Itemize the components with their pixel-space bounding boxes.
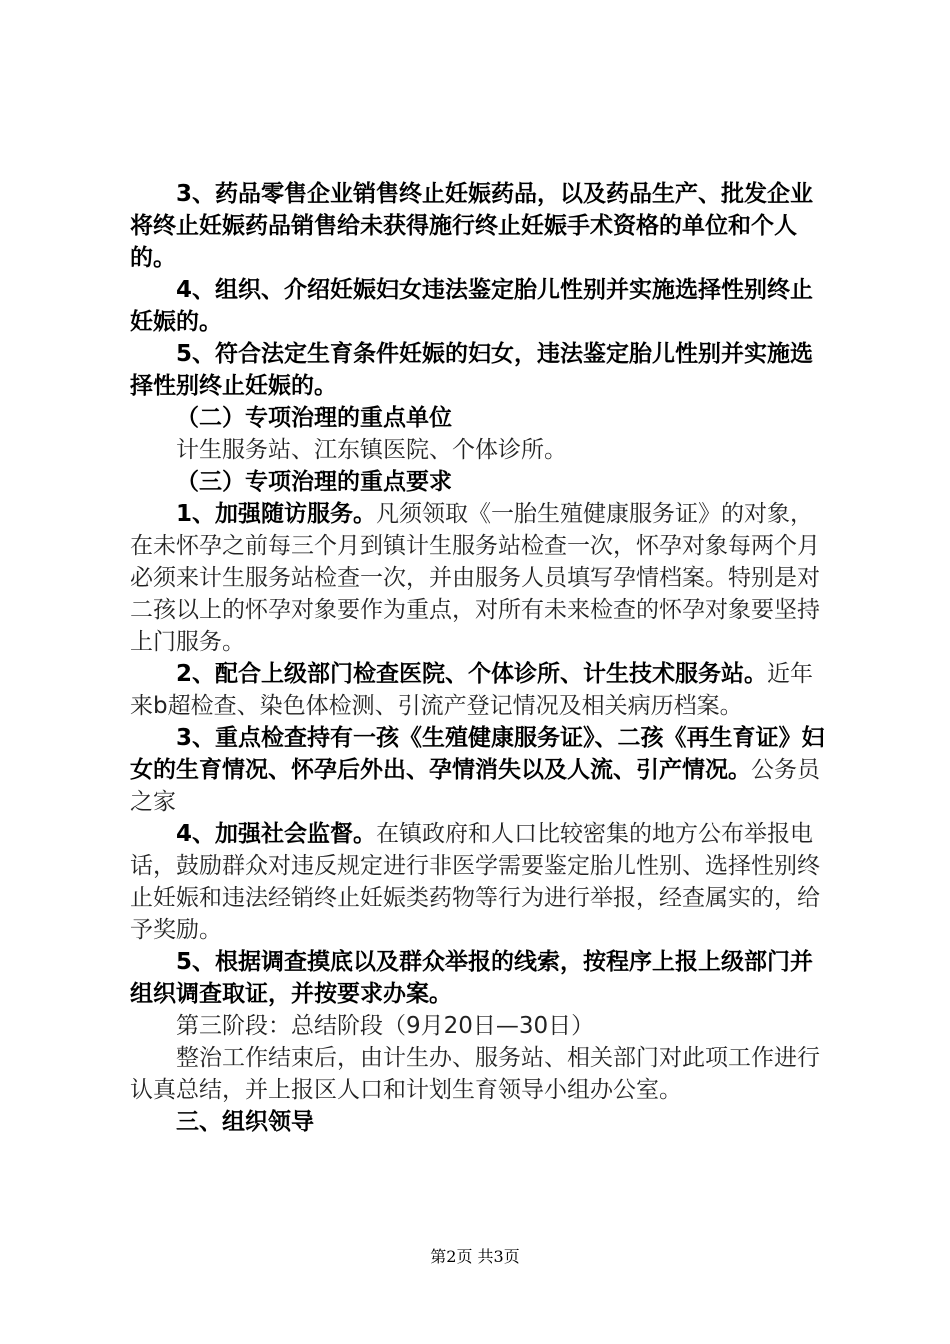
paragraph-9-text: 公务员之家: [130, 757, 820, 815]
paragraph-8: [130, 658, 830, 722]
paragraph-10-bold: 4、加强社会监督。: [176, 821, 377, 847]
paragraph-5: [130, 434, 830, 466]
section-heading-3: [130, 466, 830, 498]
document-body: [130, 178, 830, 1138]
section-heading-2: [130, 402, 830, 434]
paragraph-10-text: 在镇政府和人口比较密集的地方公布举报电话，鼓励群众对违反规定进行非医学需要鉴定胎儿性别、选择性别终止妊娠和违法经销终止妊娠类药物等行为进行举报，经查属实的，给予奖励。: [130, 821, 820, 943]
paragraph-9: [130, 722, 830, 818]
section-heading-3-bold: （三）专项治理的重点要求: [176, 469, 452, 495]
paragraph-3-bold: 5、符合法定生育条件妊娠的妇女，违法鉴定胎儿性别并实施选择性别终止妊娠的。: [130, 341, 814, 399]
paragraph-11: [130, 946, 830, 1010]
stage-three-heading-text: 第三阶段：总结阶段（9月20日—30日）: [176, 1013, 595, 1039]
paragraph-10: [130, 818, 830, 946]
paragraph-7-bold: 1、加强随访服务。: [176, 501, 377, 527]
section-heading-2-bold: （二）专项治理的重点单位: [176, 405, 452, 431]
paragraph-11-bold: 5、根据调查摸底以及群众举报的线索，按程序上报上级部门并组织调查取证，并按要求办案。: [130, 949, 814, 1007]
paragraph-13-text: 整治工作结束后，由计生办、服务站、相关部门对此项工作进行认真总结，并上报区人口和计划生育领导小组办公室。: [130, 1045, 820, 1103]
paragraph-7-text: 凡须领取《一胎生殖健康服务证》的对象，在未怀孕之前每三个月到镇计生服务站检查一次，怀孕对象每两个月必须来计生服务站检查一次，并由服务人员填写孕情档案。特别是对二孩以上的怀孕对象要作为重点，对所有未来检查的怀孕对象要坚持上门服务。: [130, 501, 820, 655]
paragraph-8-text: 近年来b超检查、染色体检测、引流产登记情况及相关病历档案。: [130, 661, 814, 719]
paragraph-1-bold: 3、药品零售企业销售终止妊娠药品，以及药品生产、批发企业将终止妊娠药品销售给未获得施行终止妊娠手术资格的单位和个人的。: [130, 181, 814, 271]
paragraph-8-bold: 2、配合上级部门检查医院、个体诊所、计生技术服务站。: [176, 661, 768, 687]
page-number-footer: 第2页 共3页: [430, 1247, 520, 1266]
paragraph-2: [130, 274, 830, 338]
paragraph-7: [130, 498, 830, 658]
paragraph-5-text: 计生服务站、江东镇医院、个体诊所。: [176, 437, 567, 463]
paragraph-1: [130, 178, 830, 274]
paragraph-3: [130, 338, 830, 402]
paragraph-2-bold: 4、组织、介绍妊娠妇女违法鉴定胎儿性别并实施选择性别终止妊娠的。: [130, 277, 814, 335]
section-heading-organization-bold: 三、组织领导: [176, 1109, 314, 1135]
paragraph-13: [130, 1042, 830, 1106]
paragraph-9-bold: 3、重点检查持有一孩《生殖健康服务证》、二孩《再生育证》妇女的生育情况、怀孕后外出、孕情消失以及人流、引产情况。: [130, 725, 825, 783]
section-heading-organization: [130, 1106, 830, 1138]
stage-three-heading: [130, 1010, 830, 1042]
